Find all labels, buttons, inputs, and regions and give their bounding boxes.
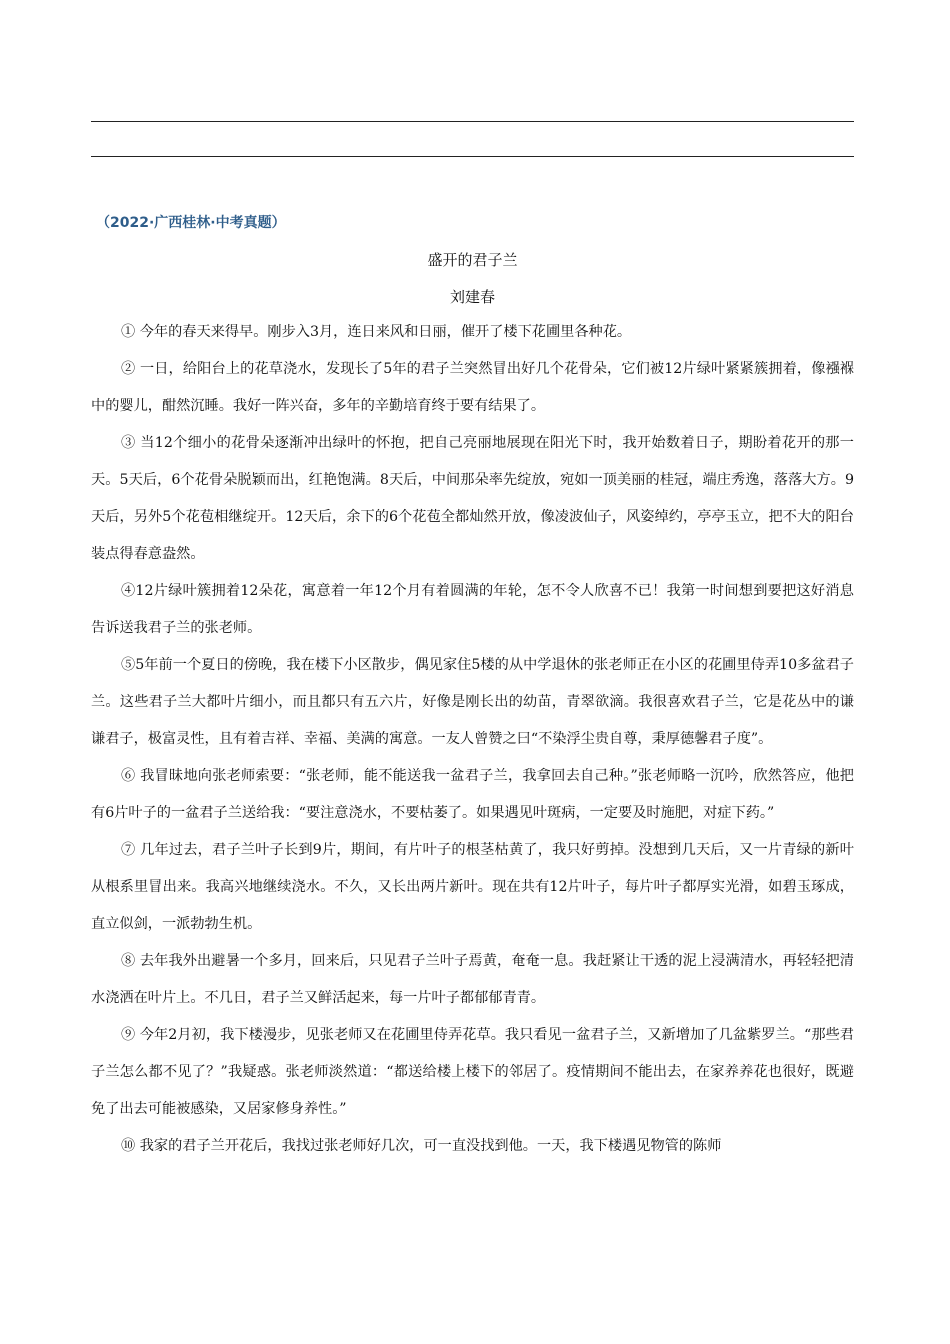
paragraph-9: ⑨ 今年2月初，我下楼漫步，见张老师又在花圃里侍弄花草。我只看见一盆君子兰，又新增加了几盆紫罗兰。“那些君子兰怎么都不见了？”我疑惑。张老师淡然道：“都送给楼上楼下的邻居了。疫情期间不能出去，在家养养花也很好，既避免了出去可能被感染，又居家修身养性。” (91, 1027, 854, 1117)
paragraph-10: ⑩ 我家的君子兰开花后，我找过张老师好几次，可一直没找到他。一天，我下楼遇见物管的陈师 (121, 1138, 722, 1154)
answer-line-1 (91, 121, 854, 122)
question-source: （2022·广西桂林·中考真题） (96, 215, 286, 231)
article-body (91, 314, 854, 1165)
article-title: 盛开的君子兰 (427, 251, 518, 269)
paragraph-1: ① 今年的春天来得早。刚步入3月，连日来风和日丽，催开了楼下花圃里各种花。 (121, 324, 632, 340)
article-author: 刘建春 (449, 288, 495, 306)
paragraph-2: ② 一日，给阳台上的花草浇水，发现长了5年的君子兰突然冒出好几个花骨朵，它们被12片绿叶紧紧簇拥着，像襁褓中的婴儿，酣然沉睡。我好一阵兴奋，多年的辛勤培育终于要有结果了。 (91, 361, 854, 414)
answer-line-2 (91, 156, 854, 157)
paragraph-3: ③ 当12个细小的花骨朵逐渐冲出绿叶的怀抱，把自己亮丽地展现在阳光下时，我开始数着日子，期盼着花开的那一天。5天后，6个花骨朵脱颖而出，红艳饱满。8天后，中间那朵率先绽放，宛如一顶美丽的桂冠，端庄秀逸，落落大方。9天后，另外5个花苞相继绽开。12天后，余下的6个花苞全都灿然开放，像凌波仙子，风姿绰约，亭亭玉立，把不大的阳台装点得春意盎然。 (91, 435, 854, 562)
paragraph-8: ⑧ 去年我外出避暑一个多月，回来后，只见君子兰叶子焉黄，奄奄一息。我赶紧让干透的泥上浸满清水，再轻轻把清水浇洒在叶片上。不几日，君子兰又鲜活起来，每一片叶子都郁郁青青。 (91, 953, 854, 1006)
paragraph-7: ⑦ 几年过去，君子兰叶子长到9片，期间，有片叶子的根茎枯黄了，我只好剪掉。没想到几天后，又一片青绿的新叶从根系里冒出来。我高兴地继续浇水。不久，又长出两片新叶。现在共有12片叶子，每片叶子都厚实光滑，如碧玉琢成，直立似剑，一派勃勃生机。 (91, 842, 854, 932)
paragraph-5: ⑤5年前一个夏日的傍晚，我在楼下小区散步，偶见家住5楼的从中学退休的张老师正在小区的花圃里侍弄10多盆君子兰。这些君子兰大都叶片细小，而且都只有五六片，好像是刚长出的幼苗，青翠欲滴。我很喜欢君子兰，它是花丛中的谦谦君子，极富灵性，且有着吉祥、幸福、美满的寓意。一友人曾赞之曰“不染浮尘贵自尊，秉厚德馨君子度”。 (91, 657, 854, 747)
paragraph-6: ⑥ 我冒昧地向张老师索要：“张老师，能不能送我一盆君子兰，我拿回去自己种。”张老师略一沉吟，欣然答应，他把有6片叶子的一盆君子兰送给我：“要注意浇水，不要枯萎了。如果遇见叶斑病，一定要及时施肥，对症下药。” (91, 768, 854, 821)
paragraph-4: ④12片绿叶簇拥着12朵花，寓意着一年12个月有着圆满的年轮，怎不令人欣喜不已！我第一时间想到要把这好消息告诉送我君子兰的张老师。 (91, 583, 854, 636)
